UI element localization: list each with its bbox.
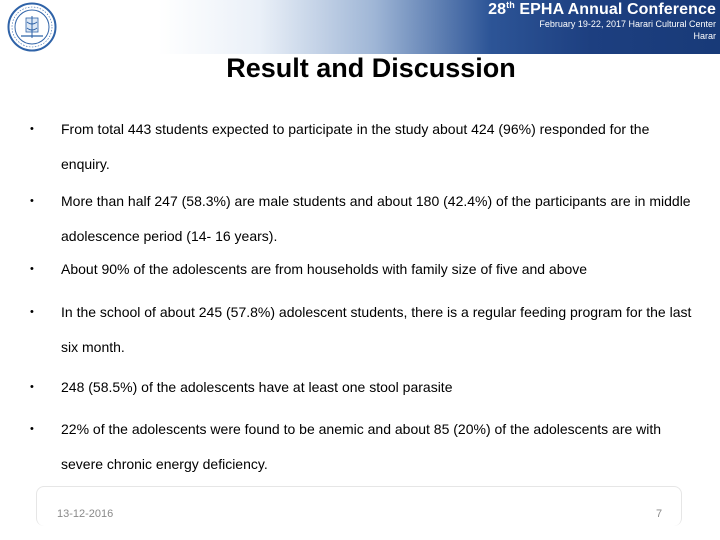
bullet-dot-icon: • [30,423,34,435]
footer-date: 13-12-2016 [57,508,114,520]
conference-title: 28th EPHA Annual Conference [488,0,716,18]
bullet-item [30,112,702,182]
bullet-dot-icon: • [30,123,34,135]
bullet-text: From total 443 students expected to participate in the study about 424 (96%) responded for the enquiry. [61,121,650,172]
conference-dates-venue: February 19-22, 2017 Harari Cultural Center [539,19,716,29]
bullet-item [30,412,702,482]
bullet-item [30,295,702,365]
bullet-item [30,184,702,254]
slide-title: Result and Discussion [226,53,516,83]
bullet-text: In the school of about 245 (57.8%) adolescent students, there is a regular feeding program for the last six month. [61,304,692,355]
bullet-dot-icon: • [30,263,34,275]
bullet-text: 22% of the adolescents were found to be anemic and about 85 (20%) of the adolescents are with severe chronic energy deficiency. [61,421,662,472]
bullet-item [30,370,702,405]
slide-number: 7 [656,508,663,520]
bullet-dot-icon: • [30,381,34,393]
bullet-dot-icon: • [30,195,34,207]
bullet-text: About 90% of the adolescents are from households with family size of five and above [61,261,588,277]
epha-logo-icon [7,2,57,52]
bullet-text: More than half 247 (58.3%) are male students and about 180 (42.4%) of the participants are in middle adolescence period (14- 16 years). [61,193,691,244]
conference-city: Harar [693,31,716,41]
conference-banner [0,0,720,54]
bullet-dot-icon: • [30,306,34,318]
footer-frame [36,486,682,526]
bullet-text: 248 (58.5%) of the adolescents have at least one stool parasite [61,379,453,395]
bullet-item [30,252,702,287]
